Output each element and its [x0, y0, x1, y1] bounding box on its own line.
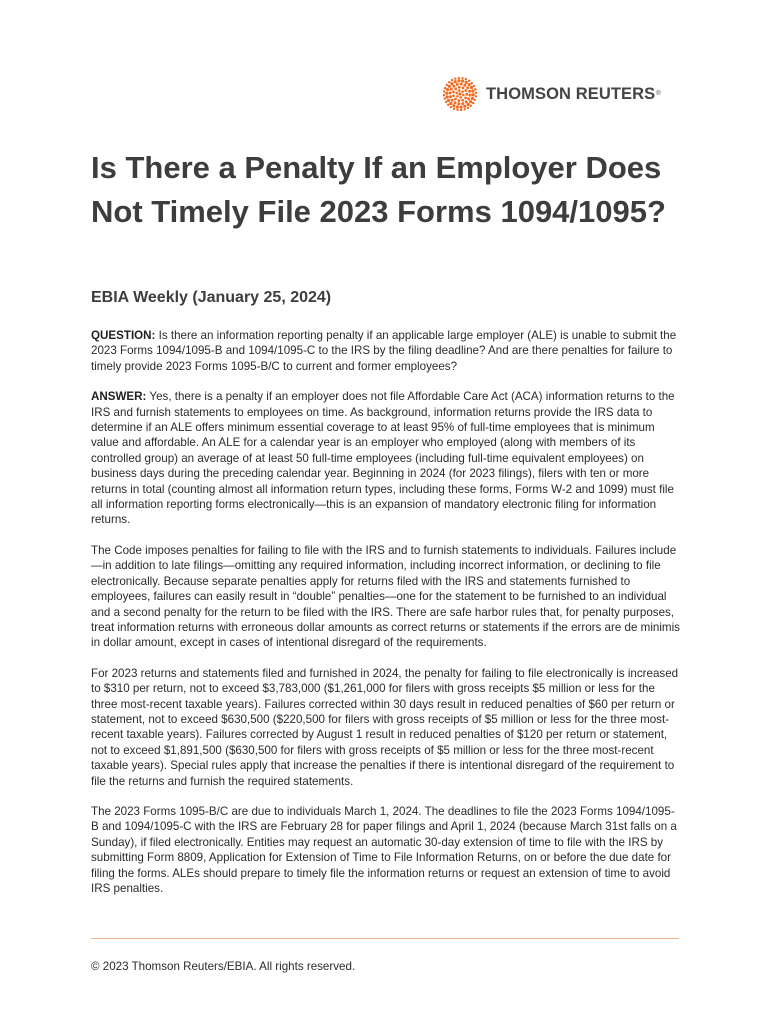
article-body: [91, 328, 681, 911]
question-text: Is there an information reporting penalty if an applicable large employer (ALE) is unable to submit the 2023 Forms 1094/1095-B and 1094/1095-C to the IRS by the filing deadline? And are there penalties for failure to timely provide 2023 Forms 1095-B/C to current and former employees?: [91, 329, 677, 373]
logo-dot: [456, 83, 459, 86]
logo-dot: [450, 82, 453, 85]
logo-dot: [452, 104, 455, 107]
logo-dot: [460, 106, 463, 109]
penalties-paragraph: The Code imposes penalties for failing to file with the IRS and to furnish statements to individuals. Failures include—in addition to late filings—omitting any required information, including incorrect information, or declining to file electronically. Because separate penalties apply for returns filed with the IRS and statements furnished to employees, failures can easily result in “double” penalties—one for the statement to be furnished to an individual and a second penalty for the return to be filed with the IRS. There are safe harbor rules that, for penalty purposes, treat information returns with erroneous dollar amounts as correct returns or statements if the errors are de minimis in dollar amount, except in cases of intentional disregard of the requirements.: [91, 543, 680, 650]
logo-dot: [468, 94, 471, 97]
logo-dot: [473, 85, 475, 87]
page-title: Is There a Penalty If an Employer Does Not Timely File 2023 Forms 1094/1095?: [91, 150, 666, 229]
trademark-symbol: ®: [656, 91, 661, 97]
logo-dot: [461, 79, 464, 82]
logo-dot: [451, 79, 453, 81]
logo-dot: [446, 84, 448, 86]
logo-dot: [471, 89, 474, 92]
logo-dot: [475, 92, 477, 94]
logo-dot: [446, 95, 449, 98]
logo-dot: [449, 91, 452, 94]
logo-dot: [463, 105, 466, 108]
logo-dot: [460, 109, 462, 111]
logo-dot: [451, 99, 454, 102]
logo-dot: [445, 92, 448, 95]
logo-dot: [450, 106, 452, 108]
logo-dot: [450, 88, 453, 91]
thomson-reuters-logo: [443, 76, 683, 112]
logo-dot: [468, 83, 471, 86]
logo-dot: [458, 77, 460, 79]
logo-dot: [457, 79, 460, 82]
logo-dot: [458, 89, 461, 92]
page-subtitle: EBIA Weekly (January 25, 2024): [91, 289, 332, 306]
brand-name: THOMSON REUTERS: [486, 84, 656, 103]
logo-dot: [454, 80, 457, 83]
question-paragraph: [91, 328, 681, 374]
logo-dot: [461, 77, 463, 79]
logo-dot: [445, 101, 447, 103]
logo-dot: [456, 109, 458, 111]
logo-dot: [461, 90, 464, 93]
logo-dot: [475, 95, 477, 97]
logo-dot: [457, 99, 460, 102]
logo-dot: [446, 88, 449, 91]
logo-dot: [462, 87, 465, 90]
logo-dot: [449, 102, 452, 105]
thomson-reuters-dot-mark-icon: [443, 77, 477, 111]
logo-dot: [447, 104, 449, 106]
logo-dot: [458, 86, 461, 89]
logo-dot: [447, 99, 450, 102]
logo-dot: [465, 81, 468, 84]
logo-dot: [455, 92, 458, 95]
logo-dot: [448, 81, 450, 83]
footer-divider: [91, 938, 679, 939]
logo-dot: [467, 107, 469, 109]
logo-dot: [454, 87, 457, 90]
logo-dot: [452, 91, 455, 94]
penalty-amounts-paragraph: For 2023 returns and statements filed and furnished in 2024, the penalty for failing to file electronically is increased to $310 per return, not to exceed $3,783,000 ($1,261,000 for filers with gross receipts $5 million or less for the three most-recent taxable years). Failures corrected within 30 days result in reduced penalties of $60 per return or statement, not to exceed $630,500 ($220,500 for filers with gross receipts of $5 million or less for the three most-recent taxable years). Failures corrected by August 1 result in reduced penalties of $120 per return or statement, not to exceed $1,891,500 ($630,500 for filers with gross receipts of $5 million or less for the three most-recent taxable years). Special rules apply that increase the penalties if there is intentional disregard of the requirement to file the returns and furnish the required statements.: [91, 666, 679, 788]
logo-dot: [456, 95, 459, 98]
logo-dot: [461, 102, 464, 105]
logo-dot: [468, 80, 470, 82]
copyright-footer: © 2023 Thomson Reuters/EBIA. All rights reserved.: [91, 960, 356, 973]
logo-dot: [470, 105, 472, 107]
logo-dot: [449, 95, 452, 98]
logo-dot: [462, 94, 465, 97]
logo-dot: [471, 97, 474, 100]
logo-dot: [471, 82, 473, 84]
logo-dot: [452, 85, 455, 88]
deadlines-paragraph: The 2023 Forms 1095-B/C are due to individuals March 1, 2024. The deadlines to file the 2023 Forms 1094/1095-B and 1094/1095-C with the IRS are February 28 for paper filings and April 1, 2024 (because March 31st falls on a Sunday), if filed electronically. Entities may request an automatic 30-day extension of time to file with the IRS by submitting Form 8809, Application for Extension of Time to File Information Returns, on or before the due date for filing the forms. ALEs should prepare to timely file the information returns or request an extension of time to avoid IRS penalties.: [91, 804, 677, 895]
logo-dot: [454, 77, 456, 79]
logo-dot: [468, 90, 471, 93]
logo-dot: [466, 103, 469, 106]
logo-dot: [464, 89, 467, 92]
logo-dot: [465, 93, 468, 96]
logo-dot: [443, 94, 445, 96]
logo-dot: [444, 87, 446, 89]
logo-dot: [465, 78, 467, 80]
logo-dot: [443, 90, 445, 92]
logo-dot: [459, 96, 462, 99]
logo-dot: [472, 102, 474, 104]
logo-dot: [463, 108, 465, 110]
logo-dot: [474, 99, 476, 101]
answer-paragraph: [91, 389, 681, 528]
logo-dot: [464, 96, 467, 99]
logo-dot: [470, 86, 473, 89]
logo-dot: [457, 102, 460, 105]
logo-dot: [465, 100, 468, 103]
logo-dot: [454, 101, 457, 104]
logo-dot: [461, 99, 464, 102]
logo-dot: [452, 94, 455, 97]
answer-label: ANSWER:: [91, 390, 147, 404]
logo-dot: [460, 83, 463, 86]
logo-dot: [463, 84, 466, 87]
logo-dot: [466, 86, 469, 89]
logo-dot: [467, 97, 470, 100]
logo-dot: [469, 100, 472, 103]
logo-dot: [453, 108, 455, 110]
logo-dot: [443, 97, 445, 99]
logo-dot: [456, 105, 459, 108]
logo-dot: [448, 85, 451, 88]
logo-dot: [458, 92, 461, 95]
logo-dot: [474, 88, 476, 90]
answer-text: Yes, there is a penalty if an employer does not file Affordable Care Act (ACA) information returns to the IRS and furnish statements to employees on time. As background, information returns provide the IRS data to determine if an ALE offers minimum essential coverage to at least 95% of full-time employees that is minimum value and affordable. An ALE for a calendar year is an employer who employed (along with members of its controlled group) an average of at least 50 full-time employees (including full-time equivalent employees) on business days during the preceding calendar year. Beginning in 2024 (for 2023 filings), filers with ten or more returns in total (counting almost all information return types, including these forms, Forms W-2 and 1099) must file all information reporting forms electronically—this is an expansion of mandatory electronic filing for information returns.: [91, 390, 675, 527]
logo-dot: [472, 93, 475, 96]
question-label: QUESTION:: [91, 329, 156, 342]
logo-dot: [454, 98, 457, 101]
